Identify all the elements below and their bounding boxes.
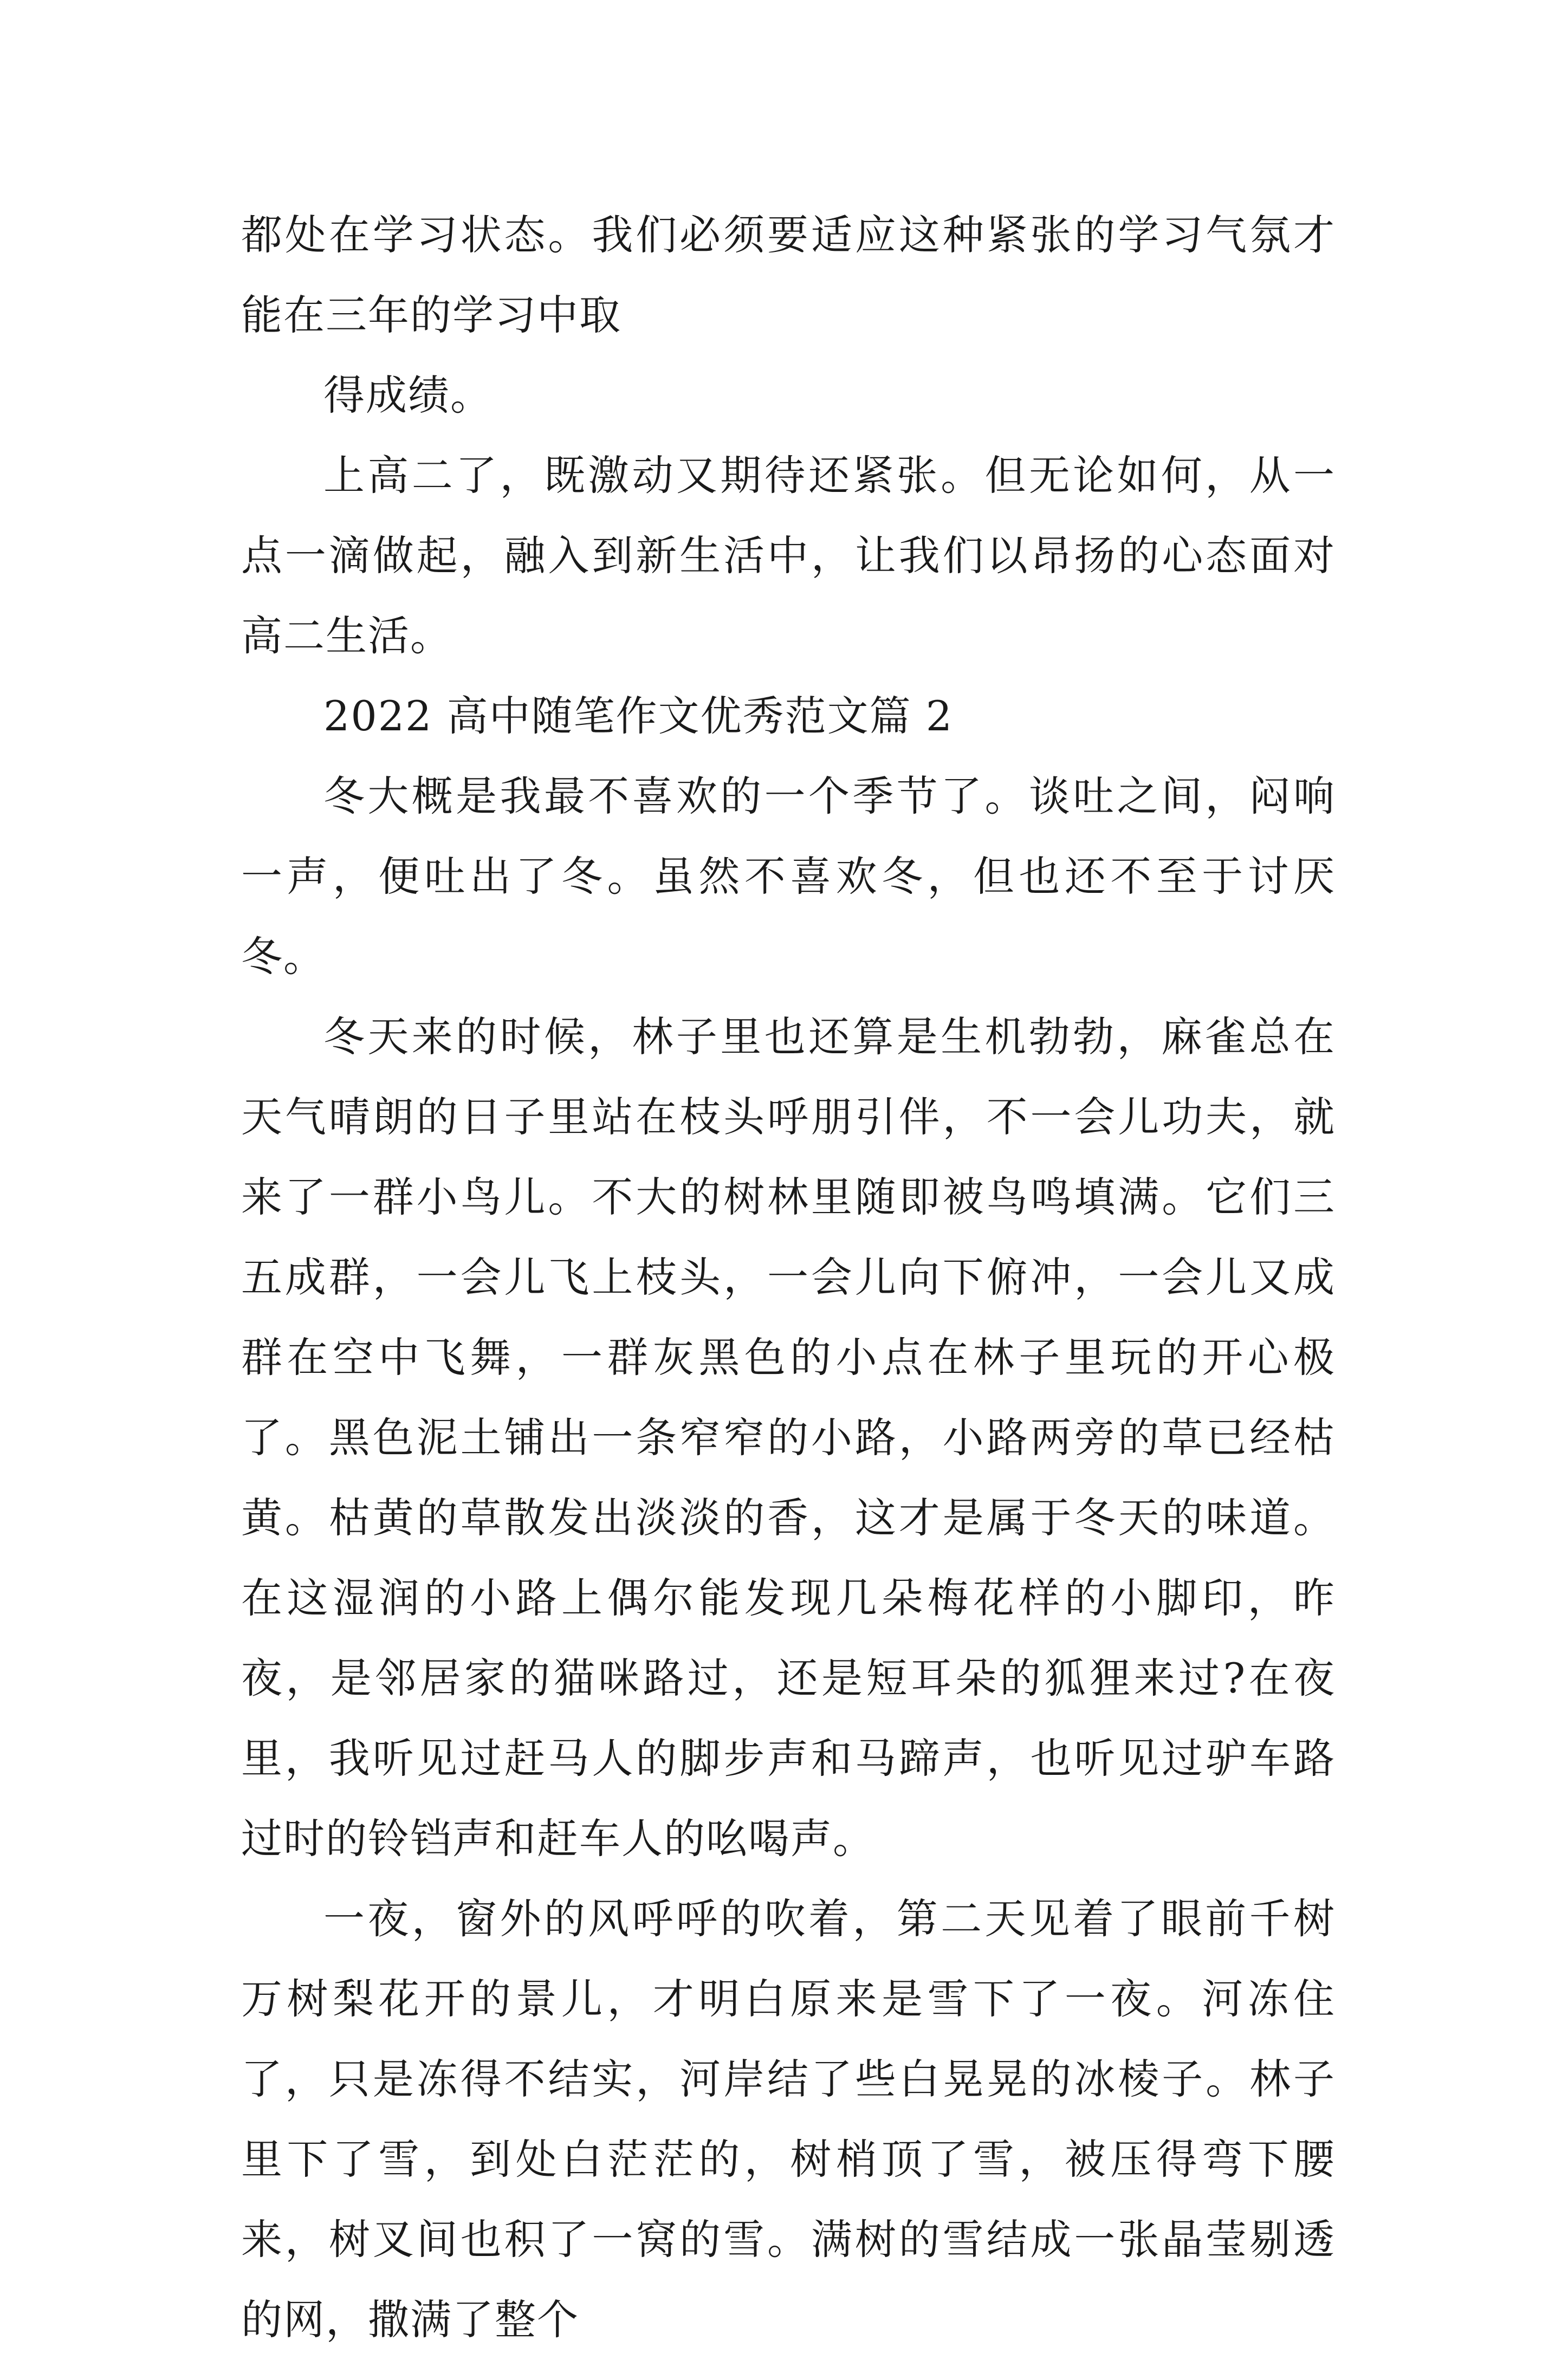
- paragraph-snow-night: 一夜，窗外的风呼呼的吹着，第二天见着了眼前千树万树梨花开的景儿，才明白原来是雪下了一夜。河冻住了，只是冻得不结实，河岸结了些白晃晃的冰棱子。林子里下了雪，到处白茫茫的，树梢顶了雪，被压得弯下腰来，树叉间也积了一窝的雪。满树的雪结成一张晶莹剔透的网，撒满了整个: [241, 1895, 1336, 2344]
- paragraph-grade-two: 上高二了，既激动又期待还紧张。但无论如何，从一点一滴做起，融入到新生活中，让我们以昂扬的心态面对高二生活。: [241, 451, 1336, 660]
- paragraph-continued: 都处在学习状态。我们必须要适应这种紧张的学习气氛才能在三年的学习中取: [241, 211, 1336, 339]
- paragraph-winter-intro: 冬大概是我最不喜欢的一个季节了。谈吐之间，闷响一声，便吐出了冬。虽然不喜欢冬，但也还不至于讨厌冬。: [241, 772, 1336, 981]
- paragraph-result: 得成绩。: [323, 371, 493, 419]
- essay-heading: 2022 高中随笔作文优秀范文篇 2: [323, 692, 954, 740]
- paragraph-winter-forest: 冬天来的时候，林子里也还算是生机勃勃，麻雀总在天气晴朗的日子里站在枝头呼朋引伴，不一会儿功夫，就来了一群小鸟儿。不大的树林里随即被鸟鸣填满。它们三五成群，一会儿飞上枝头，一会儿向下俯冲，一会儿又成群在空中飞舞，一群灰黑色的小点在林子里玩的开心极了。黑色泥土铺出一条窄窄的小路，小路两旁的草已经枯黄。枯黄的草散发出淡淡的香，这才是属于冬天的味道。在这湿润的小路上偶尔能发现几朵梅花样的小脚印，昨夜，是邻居家的猫咪路过，还是短耳朵的狐狸来过?在夜里，我听见过赶马人的脚步声和马蹄声，也听见过驴车路过时的铃铛声和赶车人的吆喝声。: [241, 1013, 1336, 1863]
- body-text: [241, 195, 1336, 2360]
